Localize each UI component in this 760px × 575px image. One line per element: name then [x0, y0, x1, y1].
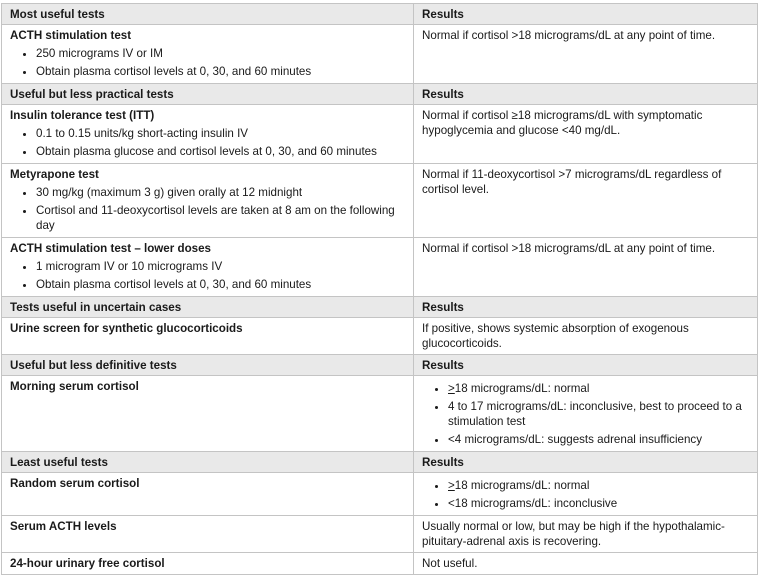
comparison-symbol: > [448, 382, 455, 395]
protocol-item: • 0.1 to 0.15 units/kg short-acting insulin IV [36, 126, 405, 141]
result-text: Not useful. [422, 557, 478, 570]
section-header-row [2, 4, 758, 25]
result-item-text: 18 micrograms/dL: normal [454, 479, 590, 492]
result-text: Normal if cortisol ≥18 micrograms/dL with symptomatic hypoglycemia and glucose <40 mg/dL. [422, 109, 703, 137]
result-item-text: <18 micrograms/dL: inconclusive [448, 497, 618, 510]
results-header: Results [414, 355, 758, 376]
test-name: ACTH stimulation test [10, 29, 132, 42]
section-header-row [2, 84, 758, 105]
table-row [2, 164, 758, 238]
result-cell [414, 318, 758, 355]
test-cell [2, 25, 414, 84]
result-item-text: 4 to 17 micrograms/dL: inconclusive, best to proceed to a stimulation test [448, 400, 742, 428]
result-item [448, 432, 749, 447]
result-item [448, 399, 749, 429]
result-cell [414, 164, 758, 238]
result-text: Usually normal or low, but may be high if the hypothalamic-pituitary-adrenal axis is recovering. [422, 520, 725, 548]
test-cell [2, 376, 414, 452]
results-header: Results [414, 452, 758, 473]
test-cell [2, 318, 414, 355]
table-row [2, 376, 758, 452]
table-body [2, 4, 758, 575]
test-name: ACTH stimulation test – lower doses [10, 242, 211, 255]
test-name: Urine screen for synthetic glucocorticoids [10, 322, 243, 335]
table-row [2, 553, 758, 575]
test-name: Serum ACTH levels [10, 520, 117, 533]
results-header: Results [414, 4, 758, 25]
section-header: Most useful tests [2, 4, 414, 25]
test-name: Metyrapone test [10, 168, 99, 181]
result-cell [414, 553, 758, 575]
test-protocol-list [10, 185, 405, 233]
table-row [2, 318, 758, 355]
test-name: Random serum cortisol [10, 477, 140, 490]
test-name: 24-hour urinary free cortisol [10, 557, 165, 570]
table-row [2, 516, 758, 553]
section-header: Least useful tests [2, 452, 414, 473]
result-item-text: <4 micrograms/dL: suggests adrenal insufficiency [448, 433, 703, 446]
test-cell [2, 553, 414, 575]
result-text: Normal if cortisol >18 micrograms/dL at any point of time. [422, 29, 716, 42]
result-item [448, 496, 749, 511]
comparison-symbol: > [448, 479, 455, 492]
table-row [2, 238, 758, 297]
result-cell [414, 25, 758, 84]
table-row [2, 25, 758, 84]
diagnostic-tests-table [1, 3, 758, 575]
result-cell [414, 238, 758, 297]
section-header-row [2, 452, 758, 473]
section-header: Useful but less practical tests [2, 84, 414, 105]
test-protocol-list [10, 46, 405, 79]
result-list [422, 478, 749, 511]
test-cell [2, 105, 414, 164]
result-item-text: 18 micrograms/dL: normal [454, 382, 590, 395]
result-text: Normal if cortisol >18 micrograms/dL at any point of time. [422, 242, 716, 255]
test-name: Insulin tolerance test (ITT) [10, 109, 155, 122]
test-cell [2, 516, 414, 553]
result-cell [414, 376, 758, 452]
result-cell [414, 105, 758, 164]
test-name: Morning serum cortisol [10, 380, 139, 393]
test-cell [2, 473, 414, 516]
protocol-item: • Obtain plasma cortisol levels at 0, 30, and 60 minutes [36, 64, 405, 79]
result-cell [414, 473, 758, 516]
protocol-item: • 250 micrograms IV or IM [36, 46, 405, 61]
result-list [422, 381, 749, 447]
result-item [448, 381, 749, 396]
protocol-item: • Cortisol and 11-deoxycortisol levels are taken at 8 am on the following day [36, 203, 405, 233]
protocol-item: • 30 mg/kg (maximum 3 g) given orally at 12 midnight [36, 185, 405, 200]
section-header-row [2, 355, 758, 376]
protocol-item: • Obtain plasma cortisol levels at 0, 30, and 60 minutes [36, 277, 405, 292]
test-cell [2, 238, 414, 297]
test-protocol-list [10, 259, 405, 292]
section-header: Useful but less definitive tests [2, 355, 414, 376]
result-text: If positive, shows systemic absorption of exogenous glucocorticoids. [422, 322, 689, 350]
test-cell [2, 164, 414, 238]
protocol-item: • 1 microgram IV or 10 micrograms IV [36, 259, 405, 274]
protocol-item: • Obtain plasma glucose and cortisol levels at 0, 30, and 60 minutes [36, 144, 405, 159]
section-header: Tests useful in uncertain cases [2, 297, 414, 318]
table-row [2, 473, 758, 516]
table-row [2, 105, 758, 164]
result-text: Normal if 11-deoxycortisol >7 micrograms/dL regardless of cortisol level. [422, 168, 722, 196]
results-header: Results [414, 297, 758, 318]
result-item [448, 478, 749, 493]
result-cell [414, 516, 758, 553]
test-protocol-list [10, 126, 405, 159]
results-header: Results [414, 84, 758, 105]
section-header-row [2, 297, 758, 318]
